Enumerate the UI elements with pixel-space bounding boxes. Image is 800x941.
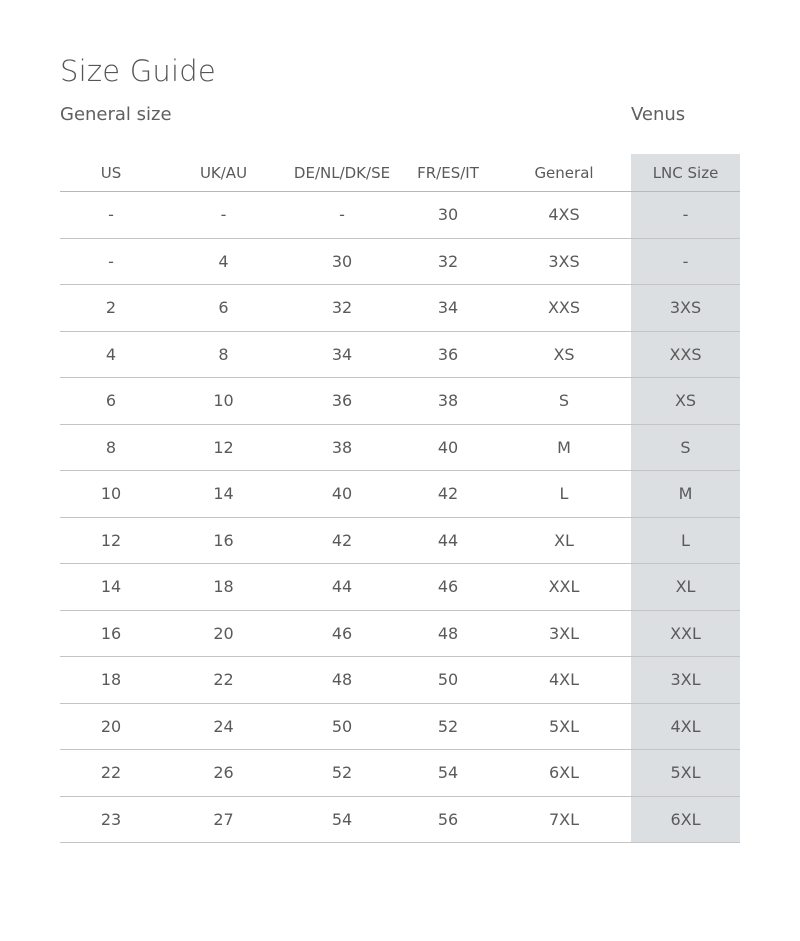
cell-lnc-size: L <box>631 517 740 564</box>
cell-de-nl-dk-se: - <box>285 192 399 239</box>
cell-fr-es-it: 30 <box>399 192 497 239</box>
cell-general: XL <box>497 517 631 564</box>
cell-de-nl-dk-se: 46 <box>285 610 399 657</box>
cell-uk-au: 4 <box>162 238 285 285</box>
venus-heading: Venus <box>631 104 686 125</box>
cell-lnc-size: 3XL <box>631 657 740 704</box>
table-row <box>60 331 740 378</box>
cell-uk-au: 16 <box>162 517 285 564</box>
cell-uk-au: 18 <box>162 564 285 611</box>
cell-uk-au: 12 <box>162 424 285 471</box>
cell-general: 4XS <box>497 192 631 239</box>
cell-de-nl-dk-se: 50 <box>285 703 399 750</box>
cell-uk-au: 6 <box>162 285 285 332</box>
cell-fr-es-it: 32 <box>399 238 497 285</box>
cell-us: 2 <box>60 285 162 332</box>
cell-fr-es-it: 42 <box>399 471 497 518</box>
cell-de-nl-dk-se: 54 <box>285 796 399 843</box>
cell-uk-au: 26 <box>162 750 285 797</box>
cell-lnc-size: 6XL <box>631 796 740 843</box>
cell-fr-es-it: 56 <box>399 796 497 843</box>
size-table-body <box>60 192 740 843</box>
cell-de-nl-dk-se: 40 <box>285 471 399 518</box>
page-title: Size Guide <box>60 54 216 88</box>
cell-fr-es-it: 50 <box>399 657 497 704</box>
header-us: US <box>60 154 162 192</box>
cell-de-nl-dk-se: 34 <box>285 331 399 378</box>
cell-us: 22 <box>60 750 162 797</box>
cell-general: 3XS <box>497 238 631 285</box>
cell-us: - <box>60 192 162 239</box>
cell-us: 8 <box>60 424 162 471</box>
header-row <box>60 154 740 192</box>
cell-lnc-size: XL <box>631 564 740 611</box>
table-row <box>60 238 740 285</box>
header-de-nl-dk-se: DE/NL/DK/SE <box>285 154 399 192</box>
header-lnc-size: LNC Size <box>631 154 740 192</box>
cell-uk-au: 22 <box>162 657 285 704</box>
header-fr-es-it: FR/ES/IT <box>399 154 497 192</box>
cell-fr-es-it: 40 <box>399 424 497 471</box>
header-uk-au: UK/AU <box>162 154 285 192</box>
cell-us: 18 <box>60 657 162 704</box>
cell-lnc-size: XXL <box>631 610 740 657</box>
cell-de-nl-dk-se: 52 <box>285 750 399 797</box>
cell-general: XXS <box>497 285 631 332</box>
cell-uk-au: 14 <box>162 471 285 518</box>
cell-us: 10 <box>60 471 162 518</box>
cell-lnc-size: S <box>631 424 740 471</box>
cell-us: 6 <box>60 378 162 425</box>
cell-de-nl-dk-se: 30 <box>285 238 399 285</box>
table-row <box>60 703 740 750</box>
cell-fr-es-it: 48 <box>399 610 497 657</box>
general-size-heading: General size <box>60 104 172 125</box>
table-row <box>60 564 740 611</box>
table-row <box>60 378 740 425</box>
cell-de-nl-dk-se: 38 <box>285 424 399 471</box>
cell-lnc-size: 3XS <box>631 285 740 332</box>
cell-general: L <box>497 471 631 518</box>
table-row <box>60 750 740 797</box>
cell-de-nl-dk-se: 36 <box>285 378 399 425</box>
cell-general: XS <box>497 331 631 378</box>
cell-us: 16 <box>60 610 162 657</box>
cell-lnc-size: - <box>631 238 740 285</box>
cell-lnc-size: XS <box>631 378 740 425</box>
cell-de-nl-dk-se: 44 <box>285 564 399 611</box>
cell-us: - <box>60 238 162 285</box>
table-row <box>60 192 740 239</box>
table-row <box>60 517 740 564</box>
table-row <box>60 657 740 704</box>
cell-us: 20 <box>60 703 162 750</box>
table-row <box>60 796 740 843</box>
cell-fr-es-it: 46 <box>399 564 497 611</box>
cell-general: 4XL <box>497 657 631 704</box>
cell-lnc-size: M <box>631 471 740 518</box>
cell-us: 12 <box>60 517 162 564</box>
cell-uk-au: 27 <box>162 796 285 843</box>
cell-fr-es-it: 36 <box>399 331 497 378</box>
cell-de-nl-dk-se: 48 <box>285 657 399 704</box>
cell-uk-au: 24 <box>162 703 285 750</box>
cell-general: S <box>497 378 631 425</box>
cell-general: 6XL <box>497 750 631 797</box>
cell-uk-au: 10 <box>162 378 285 425</box>
cell-fr-es-it: 52 <box>399 703 497 750</box>
cell-general: 3XL <box>497 610 631 657</box>
cell-general: XXL <box>497 564 631 611</box>
cell-us: 23 <box>60 796 162 843</box>
cell-fr-es-it: 34 <box>399 285 497 332</box>
cell-uk-au: 8 <box>162 331 285 378</box>
cell-general: M <box>497 424 631 471</box>
cell-lnc-size: 5XL <box>631 750 740 797</box>
table-row <box>60 610 740 657</box>
header-general: General <box>497 154 631 192</box>
cell-uk-au: 20 <box>162 610 285 657</box>
cell-uk-au: - <box>162 192 285 239</box>
cell-lnc-size: 4XL <box>631 703 740 750</box>
size-table <box>60 154 740 843</box>
table-row <box>60 471 740 518</box>
cell-fr-es-it: 38 <box>399 378 497 425</box>
table-row <box>60 285 740 332</box>
cell-general: 5XL <box>497 703 631 750</box>
cell-fr-es-it: 44 <box>399 517 497 564</box>
cell-de-nl-dk-se: 42 <box>285 517 399 564</box>
cell-us: 4 <box>60 331 162 378</box>
cell-de-nl-dk-se: 32 <box>285 285 399 332</box>
cell-us: 14 <box>60 564 162 611</box>
cell-fr-es-it: 54 <box>399 750 497 797</box>
cell-lnc-size: XXS <box>631 331 740 378</box>
table-row <box>60 424 740 471</box>
cell-lnc-size: - <box>631 192 740 239</box>
cell-general: 7XL <box>497 796 631 843</box>
size-table-header <box>60 154 740 192</box>
